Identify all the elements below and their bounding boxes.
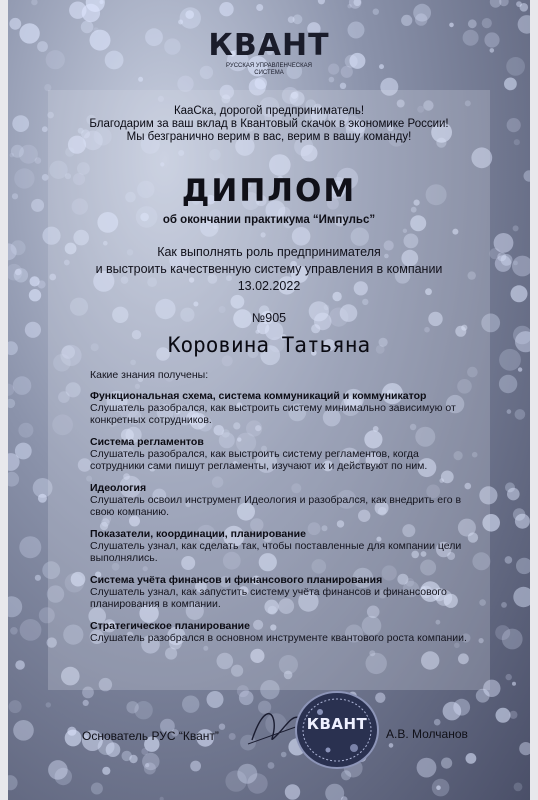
intro-line-1: КааСка, дорогой предприниматель! bbox=[173, 105, 365, 117]
knowledge-label: Какие знания получены: bbox=[90, 369, 209, 381]
knowledge-item-text: Слушатель освоил инструмент Идеология и разобрался, как внедрить его в свою компанию. bbox=[90, 494, 462, 518]
diploma-subtitle: об окончании практикума “Импульс” bbox=[162, 214, 376, 226]
knowledge-item bbox=[90, 482, 470, 518]
knowledge-item bbox=[90, 620, 470, 644]
course-block bbox=[28, 244, 510, 295]
knowledge-item bbox=[90, 528, 470, 564]
course-line-2: и выстроить качественную систему управления в компании bbox=[95, 262, 443, 276]
knowledge-item bbox=[90, 436, 470, 472]
knowledge-item-text: Слушатель разобрался, как выстроить систему регламентов, когда сотрудники сами пишут регламенты, изучают их и действуют по ним. bbox=[90, 448, 428, 472]
recipient-name: Коровина Татьяна bbox=[167, 333, 371, 357]
intro-text bbox=[48, 105, 490, 144]
kvant-logo bbox=[8, 28, 530, 77]
knowledge-list bbox=[90, 390, 470, 654]
knowledge-item-title: Идеология bbox=[90, 482, 147, 494]
knowledge-item-title: Показатели, координации, планирование bbox=[90, 528, 306, 540]
knowledge-item-text: Слушатель разобрался в основном инструменте квантового роста компании. bbox=[90, 632, 467, 644]
logo-subtitle-line1: РУССКАЯ УПРАВЛЕНЧЕСКАЯ bbox=[226, 63, 312, 69]
logo-subtitle-line2: СИСТЕМА bbox=[254, 70, 284, 76]
founder-caption: Основатель РУС “Квант” bbox=[82, 729, 219, 743]
knowledge-item-text: Слушатель узнал, как запустить систему учёта финансов и финансового планирования в компании. bbox=[90, 586, 447, 610]
knowledge-item bbox=[90, 574, 470, 610]
course-date: 13.02.2022 bbox=[237, 279, 301, 293]
intro-line-2: Благодарим за ваш вклад в Квантовый скачок в экономике России! bbox=[89, 118, 449, 130]
signer-name: А.В. Молчанов bbox=[386, 727, 468, 741]
knowledge-item-title: Система регламентов bbox=[90, 436, 204, 448]
diploma-sheet bbox=[8, 0, 530, 800]
course-line-1: Как выполнять роль предпринимателя bbox=[157, 245, 381, 259]
logo-word: КВАНТ bbox=[208, 28, 330, 63]
knowledge-item-title: Функциональная схема, система коммуникаций и коммуникатор bbox=[90, 390, 427, 402]
knowledge-item-title: Стратегическое планирование bbox=[90, 620, 250, 632]
diploma-title: ДИПЛОМ bbox=[181, 173, 357, 209]
seal-word: КВАНТ bbox=[306, 715, 368, 733]
intro-line-3: Мы безгранично верим в вас, верим в вашу команду! bbox=[126, 131, 412, 143]
diploma-number: №905 bbox=[251, 311, 287, 325]
knowledge-item-title: Система учёта финансов и финансового планирования bbox=[90, 574, 383, 586]
knowledge-item-text: Слушатель разобрался, как выстроить систему минимально зависимую от конкретных сотрудников. bbox=[90, 402, 456, 426]
knowledge-item bbox=[90, 390, 470, 426]
knowledge-item-text: Слушатель узнал, как сделать так, чтобы поставленные для компании цели выполнялись. bbox=[90, 540, 462, 564]
